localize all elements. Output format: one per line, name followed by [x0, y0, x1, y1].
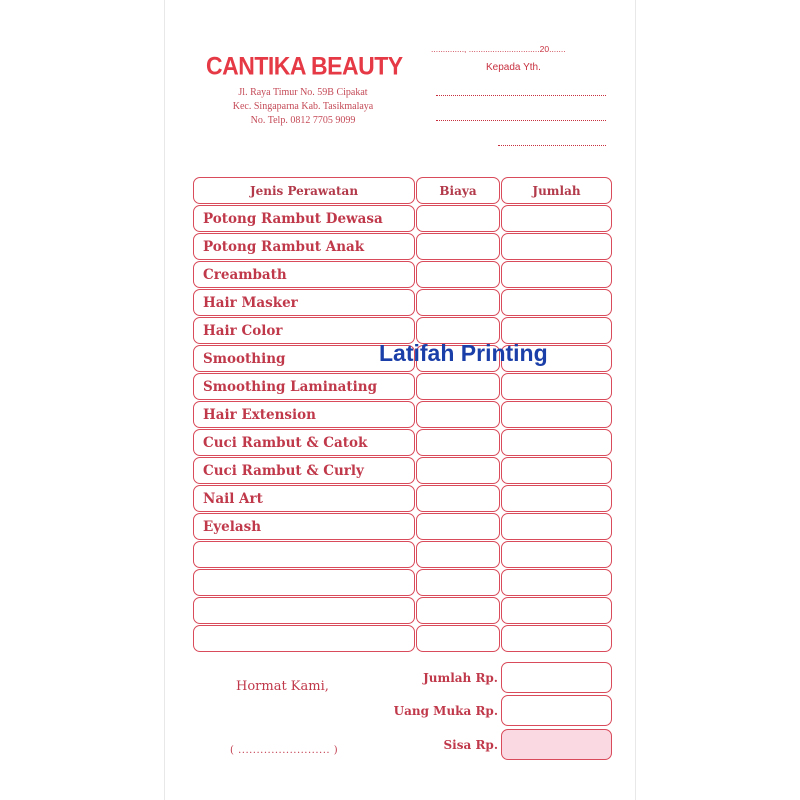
amount-cell[interactable]: [501, 289, 612, 316]
recipient-line-3[interactable]: [498, 145, 606, 146]
balance-label: Sisa Rp.: [443, 738, 498, 752]
cost-cell[interactable]: [416, 485, 500, 512]
treatment-name-cell: Hair Extension: [193, 401, 415, 428]
cost-cell[interactable]: [416, 429, 500, 456]
phone-line: No. Telp. 0812 7705 9099: [250, 115, 356, 126]
address-line-1: Jl. Raya Timur No. 59B Cipakat: [238, 87, 368, 98]
down-payment-label: Uang Muka Rp.: [393, 704, 498, 718]
total-label: Jumlah Rp.: [423, 671, 498, 685]
signature-line[interactable]: ( ......................... ): [230, 745, 339, 756]
down-payment-field[interactable]: [501, 695, 612, 726]
column-header: Jumlah: [501, 177, 612, 204]
treatment-name-cell[interactable]: [193, 625, 415, 652]
column-header: Jenis Perawatan: [193, 177, 415, 204]
amount-cell[interactable]: [501, 205, 612, 232]
amount-cell[interactable]: [501, 261, 612, 288]
treatment-name-cell: Potong Rambut Dewasa: [193, 205, 415, 232]
recipient-line-1[interactable]: [436, 95, 606, 96]
balance-field[interactable]: [501, 729, 612, 760]
treatment-name-cell: Cuci Rambut & Curly: [193, 457, 415, 484]
amount-cell[interactable]: [501, 597, 612, 624]
amount-cell[interactable]: [501, 541, 612, 568]
amount-cell[interactable]: [501, 457, 612, 484]
cost-cell[interactable]: [416, 569, 500, 596]
recipient-label: Kepada Yth.: [486, 62, 541, 73]
cost-cell[interactable]: [416, 513, 500, 540]
cost-cell[interactable]: [416, 261, 500, 288]
treatment-name-cell[interactable]: [193, 597, 415, 624]
cost-cell[interactable]: [416, 401, 500, 428]
cost-cell[interactable]: [416, 205, 500, 232]
recipient-line-2[interactable]: [436, 120, 606, 121]
treatment-name-cell[interactable]: [193, 541, 415, 568]
treatment-name-cell: Hair Masker: [193, 289, 415, 316]
column-header: Biaya: [416, 177, 500, 204]
address-line-2: Kec. Singaparna Kab. Tasikmalaya: [232, 101, 374, 112]
amount-cell[interactable]: [501, 625, 612, 652]
cost-cell[interactable]: [416, 625, 500, 652]
cost-cell[interactable]: [416, 373, 500, 400]
treatment-name-cell: Cuci Rambut & Catok: [193, 429, 415, 456]
date-line[interactable]: .............., ..............................20.......: [431, 44, 566, 54]
cost-cell[interactable]: [416, 289, 500, 316]
treatment-name-cell: Smoothing Laminating: [193, 373, 415, 400]
amount-cell[interactable]: [501, 233, 612, 260]
cost-cell[interactable]: [416, 541, 500, 568]
total-amount-field[interactable]: [501, 662, 612, 693]
treatment-name-cell: Smoothing: [193, 345, 415, 372]
amount-cell[interactable]: [501, 569, 612, 596]
amount-cell[interactable]: [501, 401, 612, 428]
amount-cell[interactable]: [501, 513, 612, 540]
treatment-name-cell: Hair Color: [193, 317, 415, 344]
brand-name: CANTIKA BEAUTY: [206, 52, 403, 81]
treatment-name-cell[interactable]: [193, 569, 415, 596]
treatment-name-cell: Potong Rambut Anak: [193, 233, 415, 260]
amount-cell[interactable]: [501, 429, 612, 456]
cost-cell[interactable]: [416, 597, 500, 624]
cost-cell[interactable]: [416, 457, 500, 484]
greeting-text: Hormat Kami,: [236, 679, 329, 694]
amount-cell[interactable]: [501, 485, 612, 512]
amount-cell[interactable]: [501, 373, 612, 400]
watermark-text: Latifah Printing: [379, 340, 548, 366]
treatment-name-cell: Eyelash: [193, 513, 415, 540]
treatment-name-cell: Creambath: [193, 261, 415, 288]
treatment-name-cell: Nail Art: [193, 485, 415, 512]
cost-cell[interactable]: [416, 233, 500, 260]
